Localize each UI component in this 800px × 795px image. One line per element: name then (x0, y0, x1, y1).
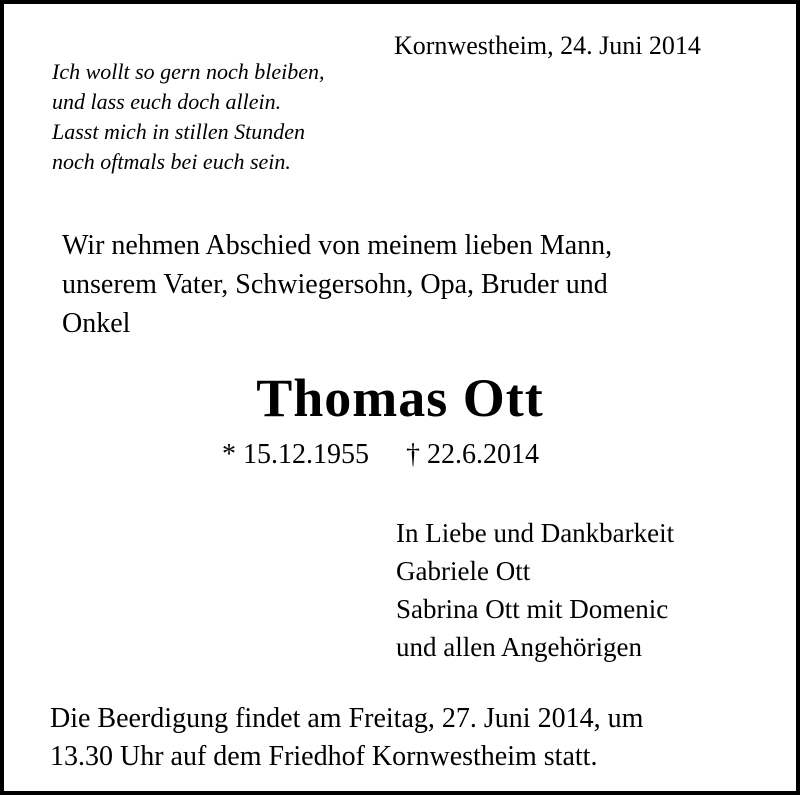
intro-line: Wir nehmen Abschied von meinem lieben Mann, (62, 230, 613, 261)
signature-line: In Liebe und Dankbarkeit (396, 518, 675, 548)
funeral-line: 13.30 Uhr auf dem Friedhof Kornwestheim statt. (50, 741, 598, 772)
signature-line: Sabrina Ott mit Domenic (396, 594, 669, 624)
poem-line: und lass euch doch allein. (52, 89, 282, 114)
intro-text (62, 226, 752, 343)
poem (52, 57, 325, 177)
funeral-line: Die Beerdigung findet am Freitag, 27. Juni 2014, um (50, 703, 644, 734)
signatures (396, 514, 674, 666)
poem-line: Lasst mich in stillen Stunden (52, 119, 305, 144)
intro-line: Onkel (62, 308, 131, 339)
funeral-info (50, 700, 643, 776)
intro-line: unserem Vater, Schwiegersohn, Opa, Bruder und (62, 269, 608, 300)
signature-line: und allen Angehörigen (396, 632, 642, 662)
deceased-name: Thomas Ott (256, 368, 544, 428)
poem-line: Ich wollt so gern noch bleiben, (52, 59, 325, 84)
birth-date: * 15.12.1955 (222, 439, 369, 470)
poem-line: noch oftmals bei euch sein. (52, 149, 291, 174)
life-dates (222, 436, 539, 474)
place-date: Kornwestheim, 24. Juni 2014 (394, 31, 701, 60)
signature-line: Gabriele Ott (396, 556, 531, 586)
death-date: † 22.6.2014 (406, 439, 539, 470)
